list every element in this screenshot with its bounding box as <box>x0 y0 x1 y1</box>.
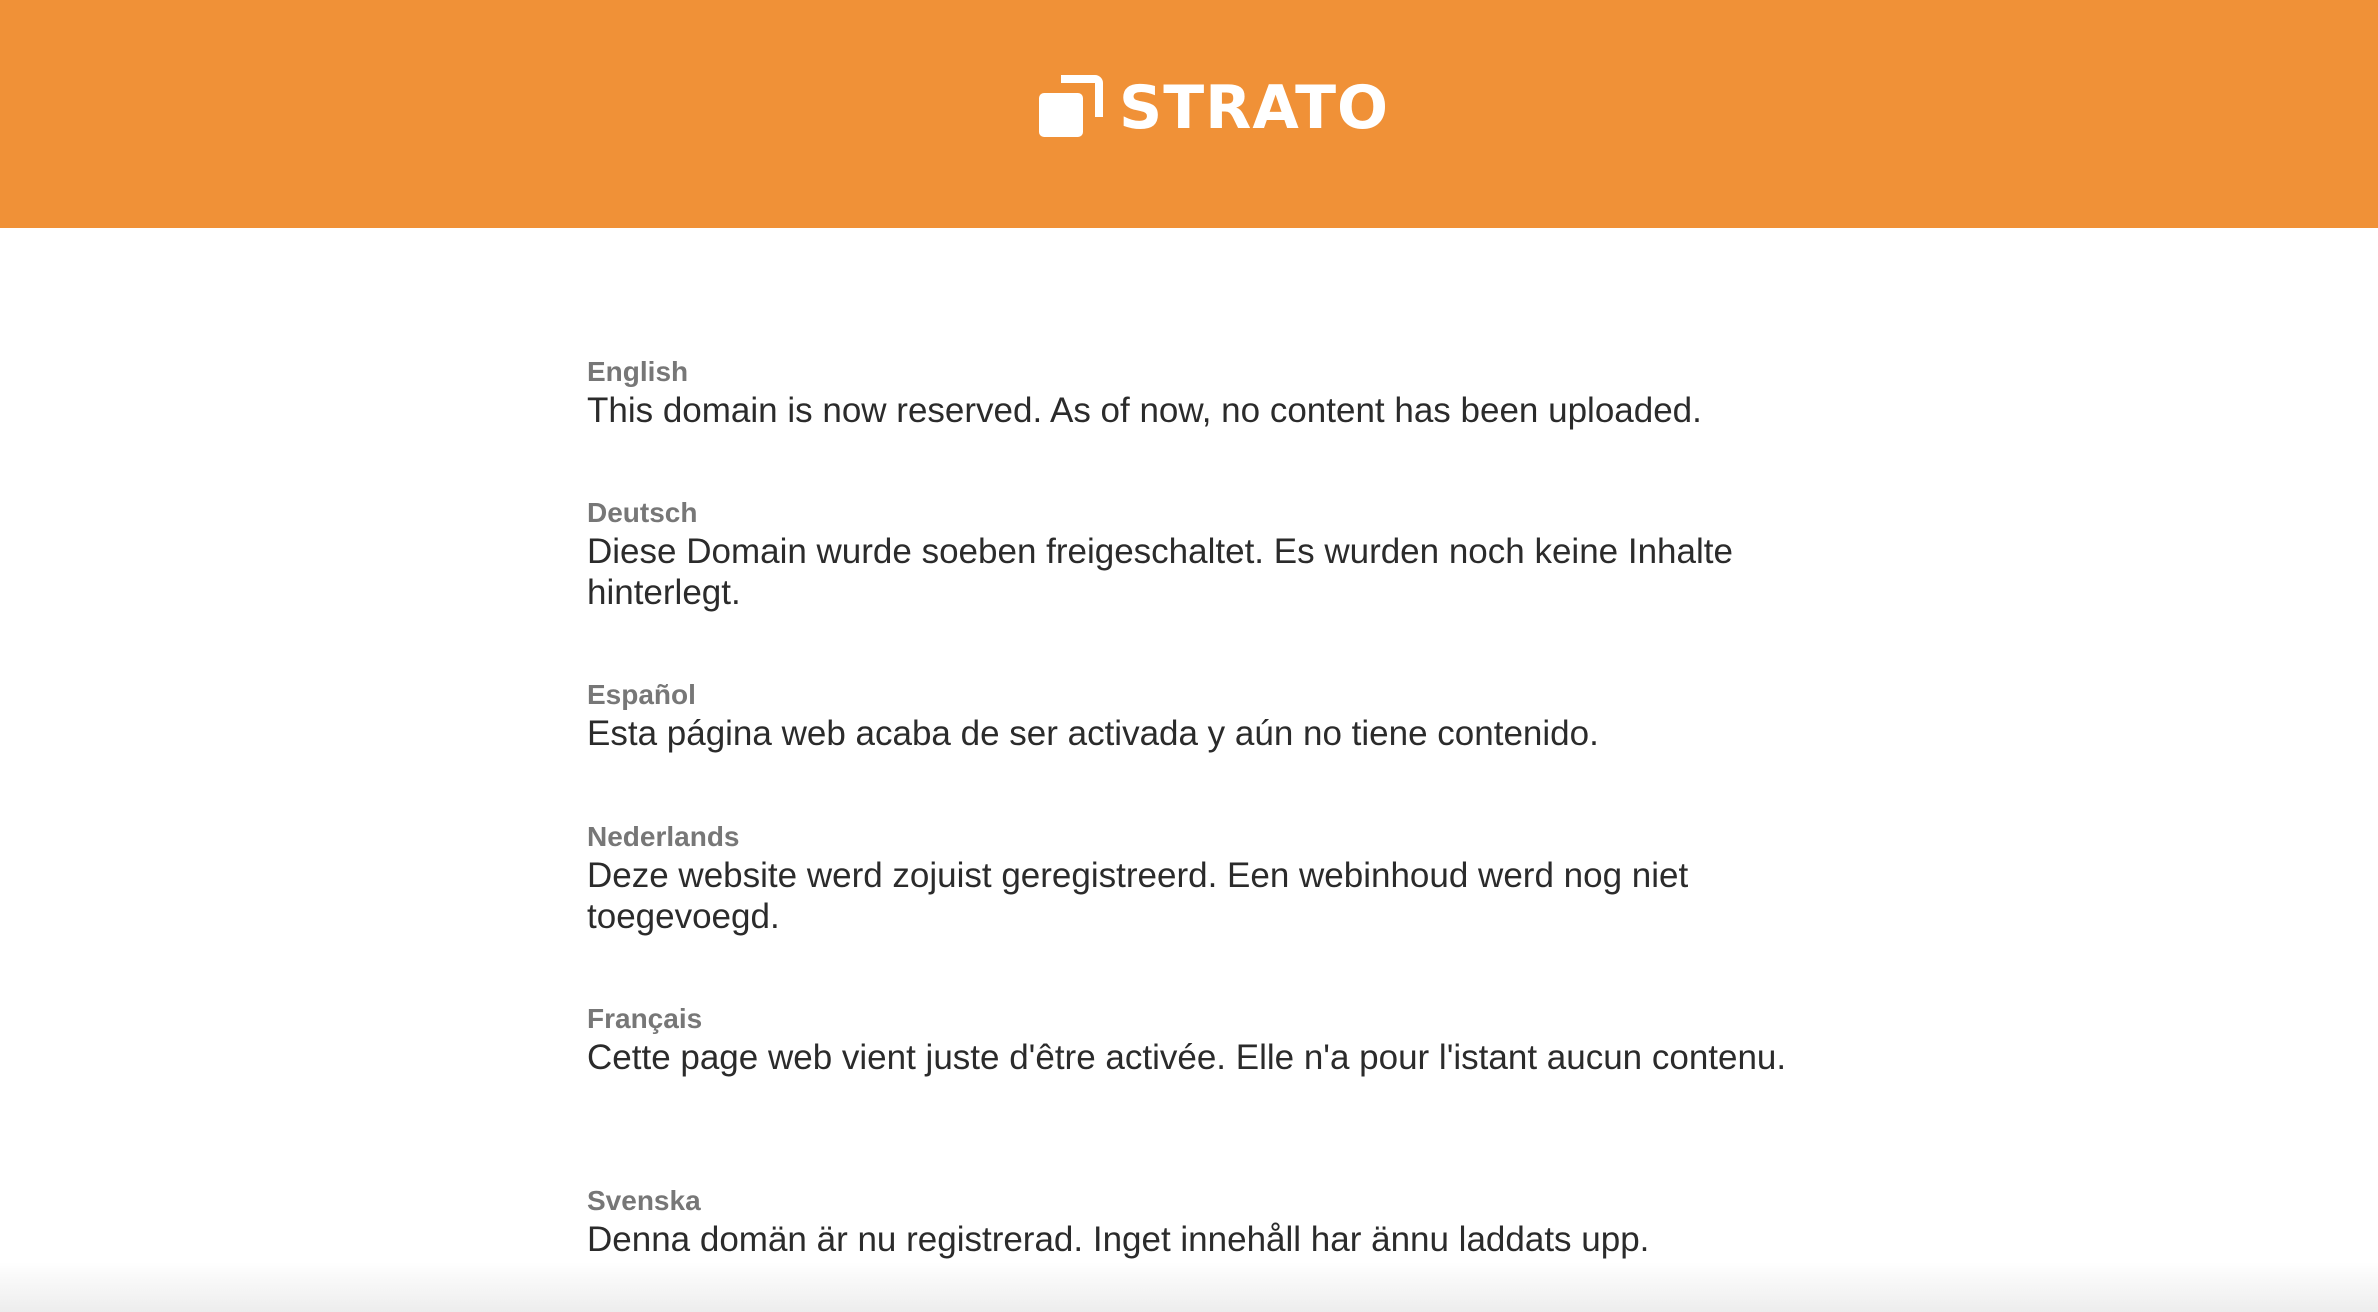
language-message: Esta página web acaba de ser activada y aún no tiene contenido. <box>587 714 1599 753</box>
language-block-svenska <box>587 1183 1807 1260</box>
language-block-deutsch <box>587 495 1807 613</box>
language-name: English <box>587 356 689 387</box>
language-name: Español <box>587 679 696 710</box>
strato-logo-icon <box>1037 75 1103 141</box>
language-name: Svenska <box>587 1185 701 1216</box>
language-message: This domain is now reserved. As of now, no content has been uploaded. <box>587 391 1702 430</box>
language-message: Diese Domain wurde soeben freigeschaltet. Es wurden noch keine Inhalte hinterlegt. <box>587 532 1733 612</box>
language-block-francais <box>587 1001 1807 1078</box>
strato-logo <box>1037 73 1389 143</box>
language-block-nederlands <box>587 819 1807 937</box>
header-bar <box>0 0 2378 228</box>
language-block-english <box>587 354 1807 431</box>
language-message: Deze website werd zojuist geregistreerd. Een webinhoud werd nog niet toegevoegd. <box>587 856 1689 936</box>
bottom-fade <box>0 1262 2378 1312</box>
language-name: Français <box>587 1003 703 1034</box>
brand-name: STRATO <box>1119 73 1390 143</box>
language-name: Deutsch <box>587 497 698 528</box>
language-message: Cette page web vient juste d'être activée. Elle n'a pour l'istant aucun contenu. <box>587 1038 1787 1077</box>
language-name: Nederlands <box>587 821 740 852</box>
language-block-espanol <box>587 677 1807 754</box>
language-message: Denna domän är nu registrerad. Inget innehåll har ännu laddats upp. <box>587 1220 1650 1259</box>
